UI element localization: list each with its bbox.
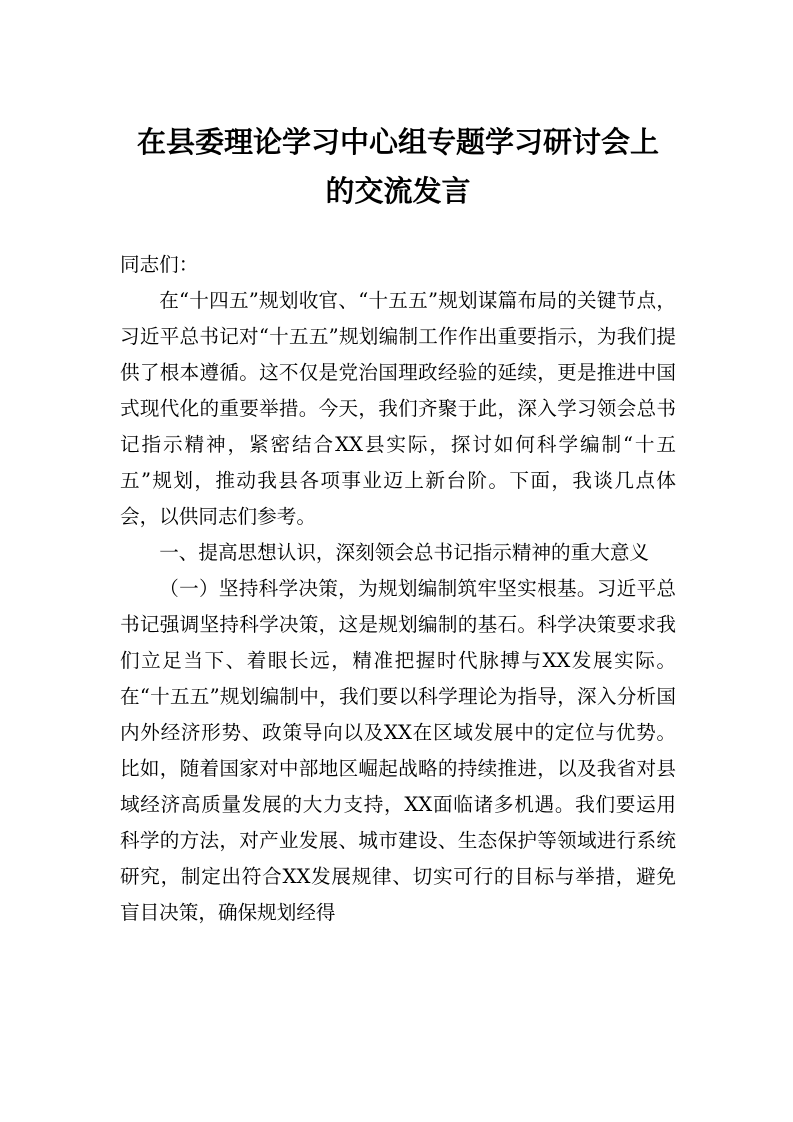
paragraph-intro: 在“十四五”规划收官、“十五五”规划谋篇布局的关键节点，习近平总书记对“十五五”规划编制工作作出重要指示，为我们提供了根本遵循。这不仅是党治国理政经验的延续，更是推进中国式现代化的重要举措。今天，我们齐聚于此，深入学习领会总书记指示精神，紧密结合XX县实际，探讨如何科学编制“十五五”规划，推动我县各项事业迈上新台阶。下面，我谈几点体会，以供同志们参考。 bbox=[120, 289, 676, 528]
document-title bbox=[120, 118, 676, 216]
document-body bbox=[120, 247, 676, 931]
title-line-2: 的交流发言 bbox=[325, 174, 471, 208]
paragraph-section-1-1: （一）坚持科学决策，为规划编制筑牢坚实根基。习近平总书记强调坚持科学决策，这是规划编制的基石。科学决策要求我们立足当下、着眼长远，精准把握时代脉搏与XX发展实际。在“十五五”规划编制中，我们要以科学理论为指导，深入分析国内外经济形势、政策导向以及XX在区域发展中的定位与优势。比如，随着国家对中部地区崛起战略的持续推进，以及我省对县域经济高质量发展的大力支持，XX面临诸多机遇。我们要运用科学的方法，对产业发展、城市建设、生态保护等领域进行系统研究，制定出符合XX发展规律、切实可行的目标与举措，避免盲目决策，确保规划经得 bbox=[120, 577, 676, 924]
document-page bbox=[120, 118, 676, 931]
salutation: 同志们： bbox=[120, 253, 199, 276]
section-heading-1: 一、提高思想认识，深刻领会总书记指示精神的重大意义 bbox=[159, 541, 650, 564]
title-line-1: 在县委理论学习中心组专题学习研讨会上 bbox=[136, 125, 659, 159]
